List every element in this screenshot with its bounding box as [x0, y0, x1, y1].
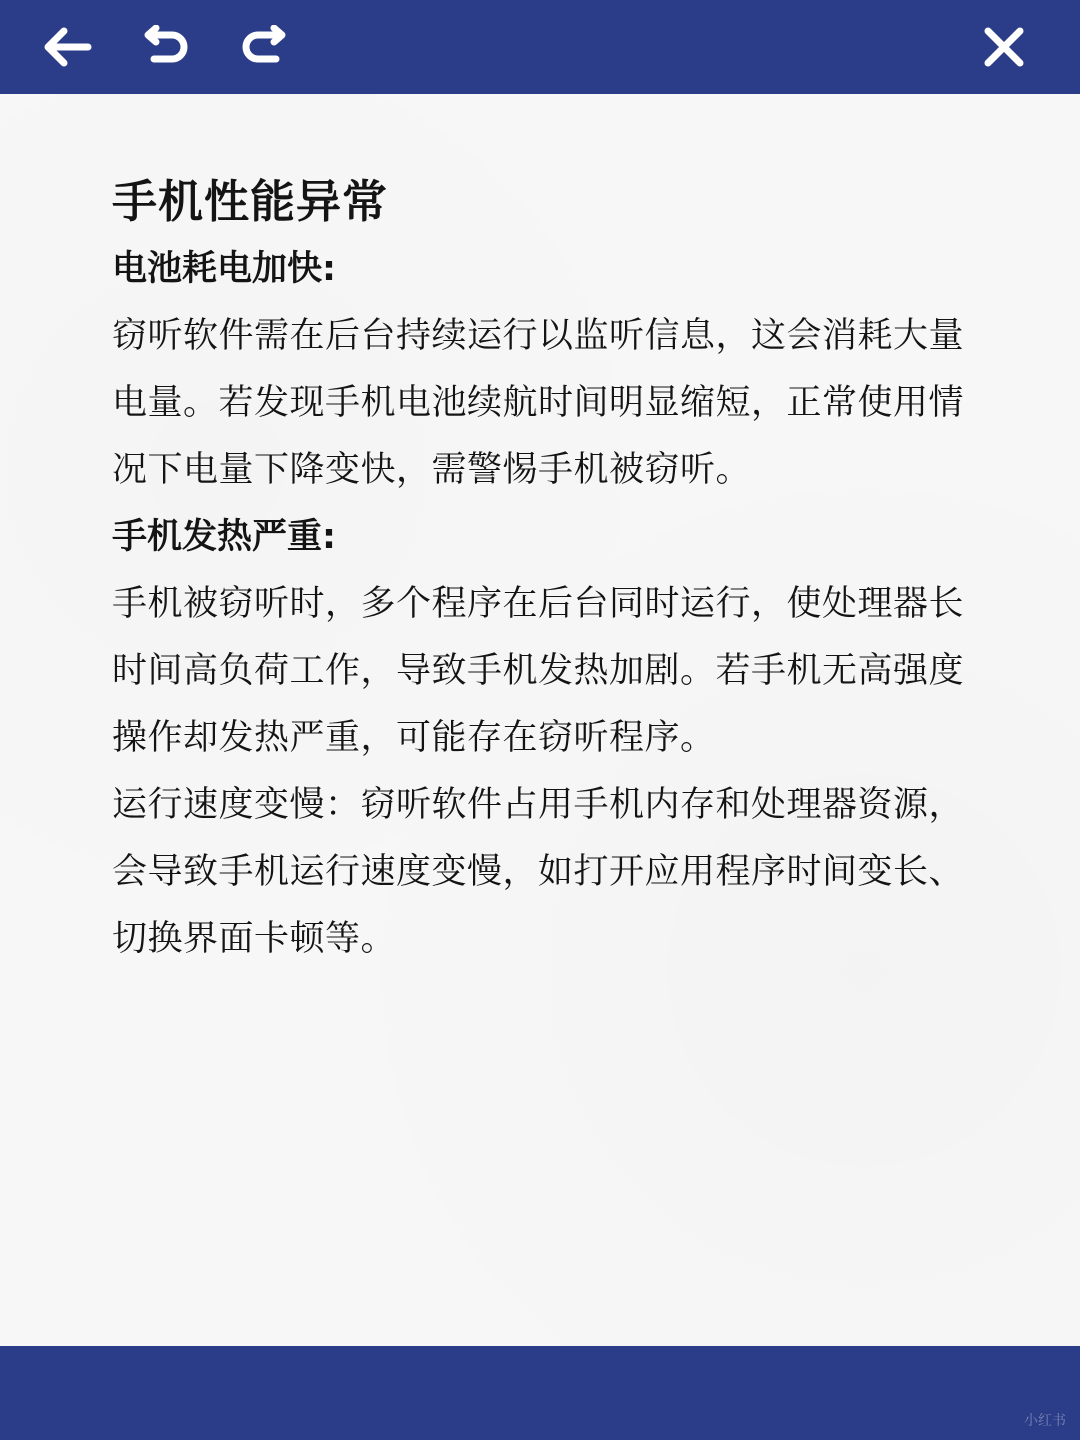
section-text-battery: 窃听软件需在后台持续运行以监听信息，这会消耗大量电量。若发现手机电池续航时间明显缩短，正常使用情况下电量下降变快，需警惕手机被窃听。 [112, 316, 965, 490]
watermark: 小红书 [1024, 1413, 1066, 1429]
undo-icon [140, 25, 192, 69]
undo-button[interactable] [136, 17, 196, 77]
article-title: 手机性能异常 [112, 175, 389, 228]
section-heading-heat: 手机发热严重: [112, 517, 336, 557]
article-content [112, 168, 972, 973]
redo-button[interactable] [234, 17, 294, 77]
arrow-left-icon [40, 25, 92, 69]
back-button[interactable] [36, 17, 96, 77]
top-toolbar [0, 0, 1080, 94]
section-text-heat: 手机被窃听时，多个程序在后台同时运行，使处理器长时间高负荷工作，导致手机发热加剧。若手机无高强度操作却发热严重，可能存在窃听程序。 [112, 584, 965, 758]
section-heading-battery: 电池耗电加快: [112, 249, 336, 289]
section-text-speed: 运行速度变慢：窃听软件占用手机内存和处理器资源，会导致手机运行速度变慢，如打开应用程序时间变长、切换界面卡顿等。 [112, 785, 965, 959]
bottom-bar [0, 1346, 1080, 1440]
redo-icon [238, 25, 290, 69]
close-button[interactable] [974, 17, 1034, 77]
close-icon [982, 25, 1026, 69]
